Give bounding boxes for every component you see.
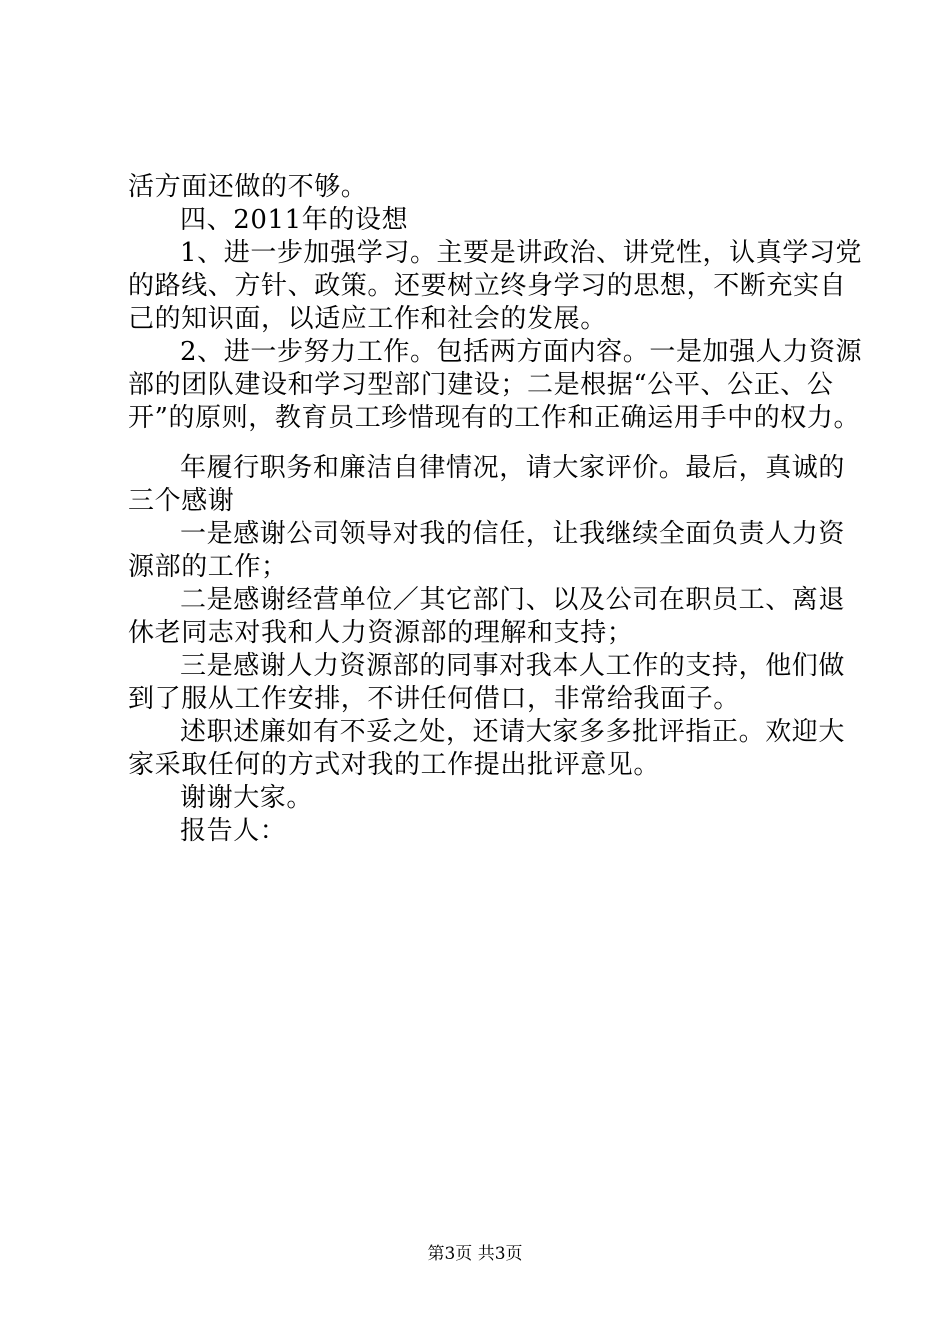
text-line-4: 的路线、方针、政策。还要树立终身学习的思想，不断充实自 <box>128 271 847 301</box>
text-line-14: 休老同志对我和人力资源部的理解和支持； <box>128 618 634 648</box>
text-line-16: 到了服从工作安排，不讲任何借口，非常给我面子。 <box>128 684 740 714</box>
text-line-10: 三个感谢 <box>128 486 235 516</box>
text-line-8: 开”的原则，教育员工珍惜现有的工作和正确运用手中的权力。 <box>128 403 861 433</box>
text-line-17: 述职述廉如有不妥之处，还请大家多多批评指正。欢迎大 <box>180 717 846 747</box>
text-line-9: 年履行职务和廉洁自律情况，请大家评价。最后，真诚的 <box>180 453 846 483</box>
text-line-1: 活方面还做的不够。 <box>128 172 368 202</box>
text-line-20: 报告人： <box>180 816 287 846</box>
section-heading-4: 四、2011年的设想 <box>180 205 409 235</box>
text-line-13: 二是感谢经营单位／其它部门、以及公司在职员工、离退 <box>180 585 846 615</box>
text-line-7: 部的团队建设和学习型部门建设；二是根据“公平、公正、公 <box>128 370 834 400</box>
text-line-5: 己的知识面，以适应工作和社会的发展。 <box>128 304 607 334</box>
text-line-12: 源部的工作； <box>128 552 288 582</box>
text-line-18: 家采取任何的方式对我的工作提出批评意见。 <box>128 750 661 780</box>
text-line-11: 一是感谢公司领导对我的信任，让我继续全面负责人力资 <box>180 519 846 549</box>
page-footer: 第3页 共3页 <box>427 1244 523 1264</box>
text-line-19: 谢谢大家。 <box>180 783 314 813</box>
text-line-6: 2、进一步努力工作。包括两方面内容。一是加强人力资源 <box>180 337 863 367</box>
text-line-3: 1、进一步加强学习。主要是讲政治、讲党性，认真学习党 <box>180 238 863 268</box>
text-line-15: 三是感谢人力资源部的同事对我本人工作的支持，他们做 <box>180 651 846 681</box>
